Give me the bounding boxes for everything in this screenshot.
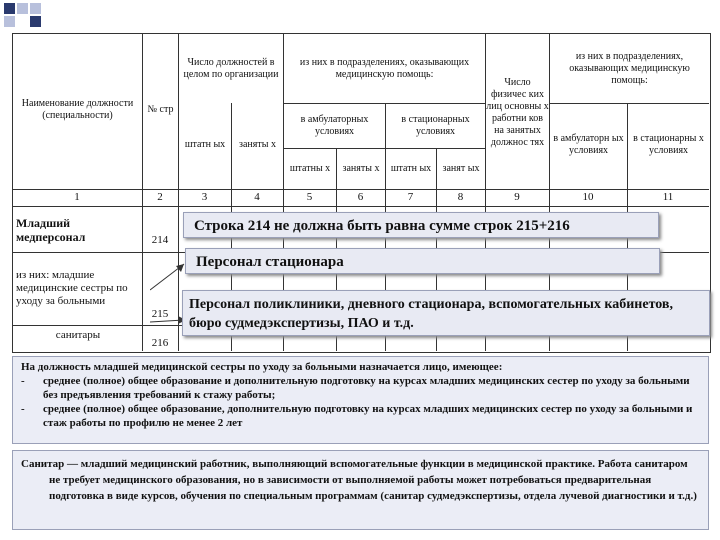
header-staff: штатн ых (184, 139, 226, 150)
orderly-text: Санитар — младший медицинский работник, выполняющий вспомогательные функции в медицинской практике. Работа санитаром не требует медицинского образования, но в зависимости от выполняемой работы может потребоваться предварительная подготовка в виде курсов, обучения по специальным программам (санитар судмедэкспертизы, отдела лучевой диагностики и т.д.) (21, 458, 697, 502)
row-number: 214 (151, 234, 169, 246)
header-outpatient-2: в амбулаторн ых условиях (553, 133, 624, 156)
header-row-number: № стр (147, 104, 174, 115)
row-name-junior-staff: Младший медперсонал (16, 216, 86, 244)
nurse-requirement-2: - среднее (полное) общее образование, дополнительную подготовку на курсах младших медицинских сестер по уходу за больными и стаж работы по профилю не менее 2 лет (21, 403, 693, 429)
nurse-requirement-1: - среднее (полное) общее образование и дополнительную подготовку на курсах младших медицинских сестер по уходу за больными без предъявления требований к стажу работы; (21, 375, 690, 401)
col-number: 10 (582, 191, 594, 203)
col-number: 1 (74, 191, 80, 203)
col-number: 9 (514, 191, 520, 203)
square-icon (30, 3, 41, 14)
col-number: 8 (457, 191, 464, 203)
col-number: 5 (306, 191, 313, 203)
decorative-squares (0, 0, 720, 30)
callout-clinic-staff: Персонал поликлиники, дневного стационара, вспомогательных кабинетов, бюро судмедэкспертизы, ПАО и т.д. (182, 290, 710, 336)
orderly-definition-note (12, 450, 709, 530)
col-number: 7 (407, 191, 414, 203)
row-number: 216 (151, 337, 169, 349)
row-name-junior-nurses: из них: младшие медицинские сестры по уходу за больными (16, 268, 128, 307)
header-inpatient-staff: штатн ых (390, 163, 432, 174)
callout-hospital-staff: Персонал стационара (185, 248, 660, 274)
header-inpatient-occupied: занят ых (442, 163, 480, 174)
square-icon (4, 3, 15, 14)
col-number: 2 (157, 191, 163, 203)
square-icon (4, 16, 15, 27)
row-name-orderlies: санитары (55, 329, 101, 341)
col-number: 4 (254, 191, 260, 203)
square-icon (30, 16, 41, 27)
header-inpatient-2: в стационарны х условиях (633, 133, 704, 156)
header-occupied: заняты х (239, 139, 276, 150)
square-icon (17, 3, 28, 14)
nurse-intro: На должность младшей медицинской сестры по уходу за больными назначается лицо, имеющее: (21, 361, 503, 373)
header-outpatient-occupied: заняты х (342, 163, 380, 174)
header-position-name: Наименование должности (специальности) (21, 98, 134, 121)
col-number: 6 (357, 191, 364, 203)
header-total-posts: Число должностей в целом по организации (183, 57, 279, 80)
header-subdivisions: из них в подразделениях, оказывающих медицинскую помощь: (299, 57, 470, 80)
header-inpatient: в стационарных условиях (401, 114, 470, 137)
nurse-requirements-note (12, 356, 709, 444)
row-number: 215 (151, 308, 169, 320)
header-outpatient: в амбулаторных условиях (300, 114, 369, 137)
col-number: 11 (662, 191, 674, 203)
col-number: 3 (201, 191, 208, 203)
header-outpatient-staff: штатны х (289, 163, 331, 174)
callout-row-214-rule: Строка 214 не должна быть равна сумме строк 215+216 (183, 212, 659, 238)
header-subdivisions-2: из них в подразделениях, оказывающих медицинскую помощь: (569, 51, 690, 86)
header-physical-persons: Число физичес ких лиц основны х работни ков на занятых должнос тях (486, 77, 549, 148)
